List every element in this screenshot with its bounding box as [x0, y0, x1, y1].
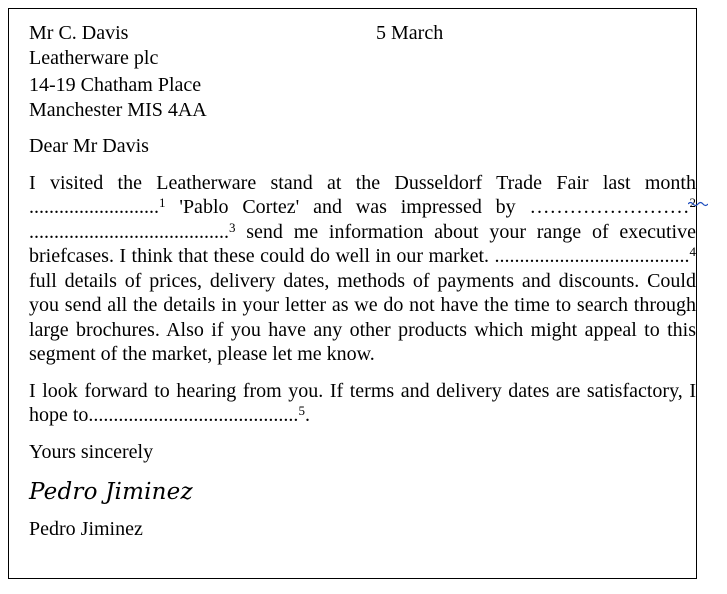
recipient-street: 14-19 Chatham Place	[29, 74, 202, 96]
spellcheck-squiggle-icon	[688, 201, 708, 207]
closing: Yours sincerely	[29, 440, 154, 463]
gap-number-2: 2	[689, 195, 696, 210]
signed-name: Pedro Jiminez	[29, 518, 143, 540]
para1-text-2: 'Pablo Cortez' and was impressed by ……………………	[165, 196, 690, 218]
para1-text-4: send me information about your range of executive briefcases. I think that these could do well in our market. .......................................	[29, 220, 696, 267]
signature: Pedro Jiminez	[29, 479, 193, 505]
salutation: Dear Mr Davis	[29, 135, 149, 157]
document-frame	[8, 8, 697, 579]
para1-text-5: full details of prices, delivery dates, methods of payments and discounts. Could you send all the details in your letter as we do not have the time to search through large brochures. Also if you have any other products which might appeal to this segment of the market, please let me know.	[29, 269, 696, 365]
recipient-city: Manchester MIS 4AA	[29, 98, 207, 121]
letter-date: 5 March	[376, 22, 444, 44]
gap-number-2-wrapper	[690, 195, 697, 210]
gap-number-1: 1	[159, 195, 166, 210]
para1-text-3: ........................................	[29, 220, 229, 243]
gap-number-3: 3	[229, 219, 236, 235]
body-paragraph-1	[29, 171, 696, 367]
para1-text-1: I visited the Leatherware stand at the Dusseldorf Trade Fair last month ..........................	[29, 171, 696, 218]
para2-text-2: .	[304, 404, 310, 426]
para2-text-1: I look forward to hearing from you. If terms and delivery dates are satisfactory, I hope to..........................................	[29, 379, 696, 426]
gap-number-5: 5	[298, 403, 305, 418]
body-paragraph-2	[29, 379, 696, 428]
recipient-name: Mr C. Davis	[29, 22, 129, 44]
letter-body	[29, 21, 696, 542]
recipient-company: Leatherware plc	[29, 46, 159, 69]
gap-number-4: 4	[689, 244, 696, 259]
